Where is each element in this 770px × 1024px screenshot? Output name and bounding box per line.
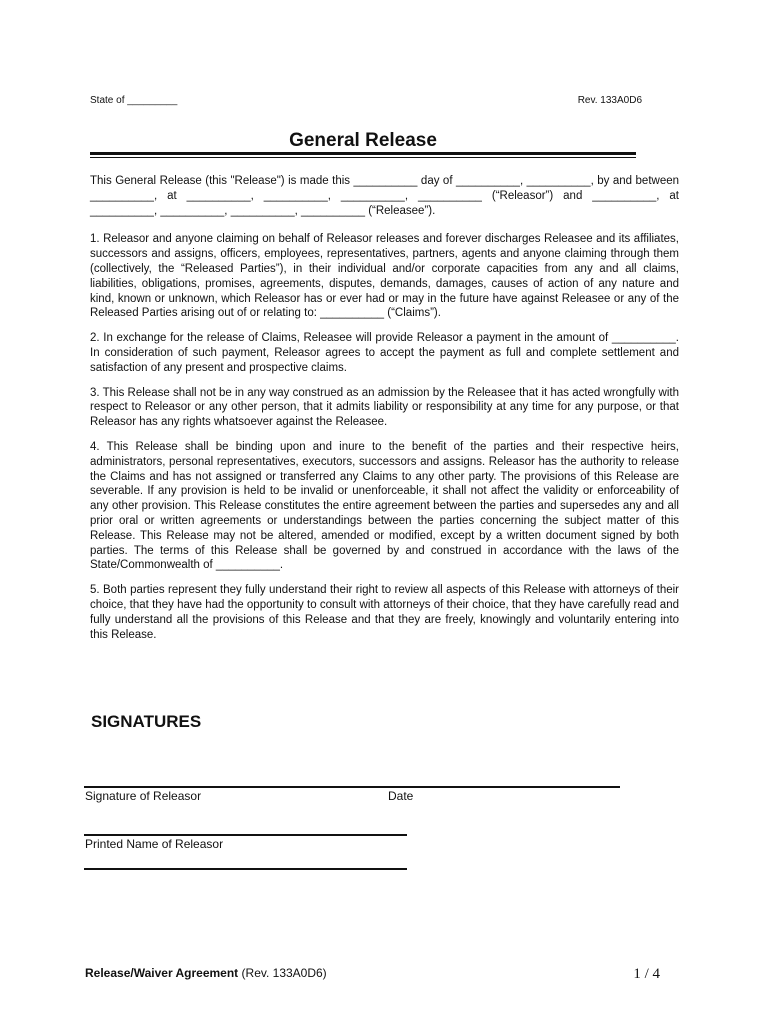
section-1-paragraph: 1. Releasor and anyone claiming on behalf of Releasor releases and forever discharges Releasee and its affiliates, successors and assigns, officers, employees, representatives, partners, agents and anyone claiming through them (collectively, the “Released Parties”), in their individual and/or corporate capacities from any and all claims, liabilities, obligations, promises, agreements, disputes, demands, damages, causes of action of any nature and kind, known or unknown, which Releasor has or ever had or may in the future have against Releasee or any of the Released Parties arising out of or relating to: __________ (“Claims”). [90,233,679,320]
printed-name-label: Printed Name of Releasor [85,837,224,851]
signature-line[interactable] [84,786,620,788]
section-5-paragraph: 5. Both parties represent they fully understand their right to review all aspects of this Release with attorneys of their choice, that they have had the opportunity to consult with attorneys of their choice, that they have carefully read and fully understand all the provisions of this Release and that they are freely, knowingly and voluntarily entering into this Release. [90,584,679,641]
document-title: General Release [289,130,437,151]
revision-label: Rev. 133A0D6 [577,95,642,106]
footer-doc-title: Release/Waiver Agreement [85,966,239,980]
section-4-paragraph: 4. This Release shall be binding upon and inure to the benefit of the parties and their respective heirs, administrators, personal representatives, executors, successors and assigns. Releasor has the authority to release the Claims and has not assigned or transferred any Claims to any other party. The provisions of this Release are severable. If any provision is held to be invalid or unenforceable, it shall not affect the validity or enforceability of any other provision. This Release constitutes the entire agreement between the parties and supersedes any and all prior oral or written agreements or understandings between the parties concerning the subject matter of this Release. This Release may not be altered, amended or modified, except by a written document signed by both parties. The terms of this Release shall be governed by and construed in accordance with the laws of the State/Commonwealth of __________. [90,440,679,572]
title-rule-thick [90,152,636,155]
footer-document-name [85,966,327,980]
title-rule-thin [90,157,636,158]
printed-name-line[interactable] [84,834,407,836]
state-field: State of _________ [90,95,178,106]
page-number: 1 / 4 [633,966,660,982]
section-2-paragraph: 2. In exchange for the release of Claims, Releasee will provide Releasor a payment in the amount of __________. In consideration of such payment, Releasor agrees to accept the payment as full and complete settlement and satisfaction of any present and prospective claims. [90,332,679,374]
section-3-paragraph: 3. This Release shall not be in any way construed as an admission by the Releasee that it has acted wrongfully with respect to Releasor or any other person, that it admits liability or responsibility at any time for any purpose, or that Releasor has any rights whatsoever against the Releasee. [90,386,679,429]
intro-paragraph: This General Release (this "Release") is made this __________ day of __________, __________, by and between __________, at __________, __________, __________, __________ (“Releasor”) and __________, at __________, __________, __________, __________ (“Releasee”). [90,175,679,217]
signature-label: Signature of Releasor [85,789,202,803]
signatures-heading: SIGNATURES [91,712,202,731]
footer-doc-revision: (Rev. 133A0D6) [241,966,327,980]
extra-signature-line[interactable] [84,868,407,870]
date-label: Date [388,789,414,803]
document-body [90,174,679,652]
